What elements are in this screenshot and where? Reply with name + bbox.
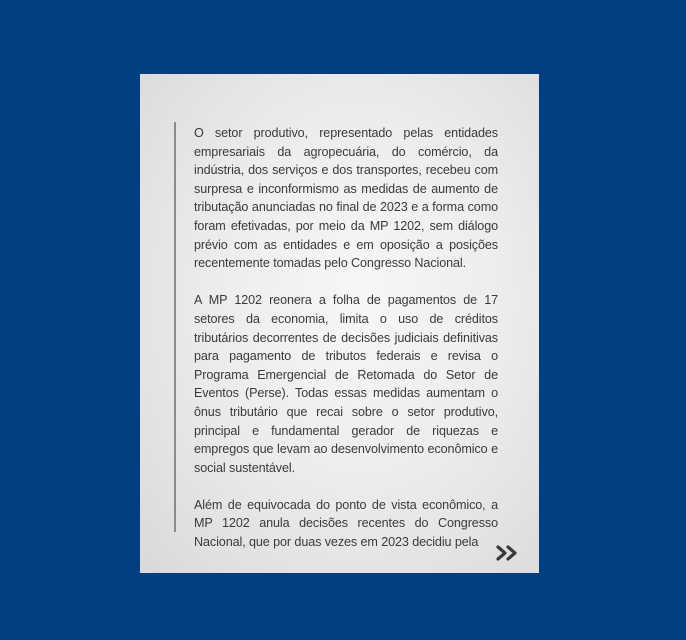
- paragraph-2: A MP 1202 reonera a folha de pagamentos de 17 setores da economia, limita o uso de créditos tributários decorrentes de decisões judiciais definitivas para pagamento de tributos federais e revisa o Programa Emergencial de Retomada do Setor de Eventos (Perse). Todas essas medidas aumentam o ônus tributário que recai sobre o setor produtivo, principal e fundamental gerador de riquezas e empregos que levam ao desenvolvimento econômico e social sustentável.: [194, 293, 498, 475]
- next-page-button[interactable]: [496, 544, 520, 562]
- left-rule-divider: [174, 122, 176, 532]
- double-chevron-right-icon: [496, 544, 520, 562]
- body-text: [194, 124, 498, 570]
- paragraph-1: O setor produtivo, representado pelas entidades empresariais da agropecuária, do comércio, da indústria, dos serviços e dos transportes, recebeu com surpresa e inconformismo as medidas de aumento de tributação anunciadas no final de 2023 e a forma como foram efetivadas, por meio da MP 1202, sem diálogo prévio com as entidades e em oposição a posições recentemente tomadas pelo Congresso Nacional.: [194, 126, 498, 271]
- paragraph-3: Além de equivocada do ponto de vista econômico, a MP 1202 anula decisões recentes do Congresso Nacional, que por duas vezes em 2023 decidiu pela: [194, 497, 498, 550]
- document-card: [140, 74, 539, 573]
